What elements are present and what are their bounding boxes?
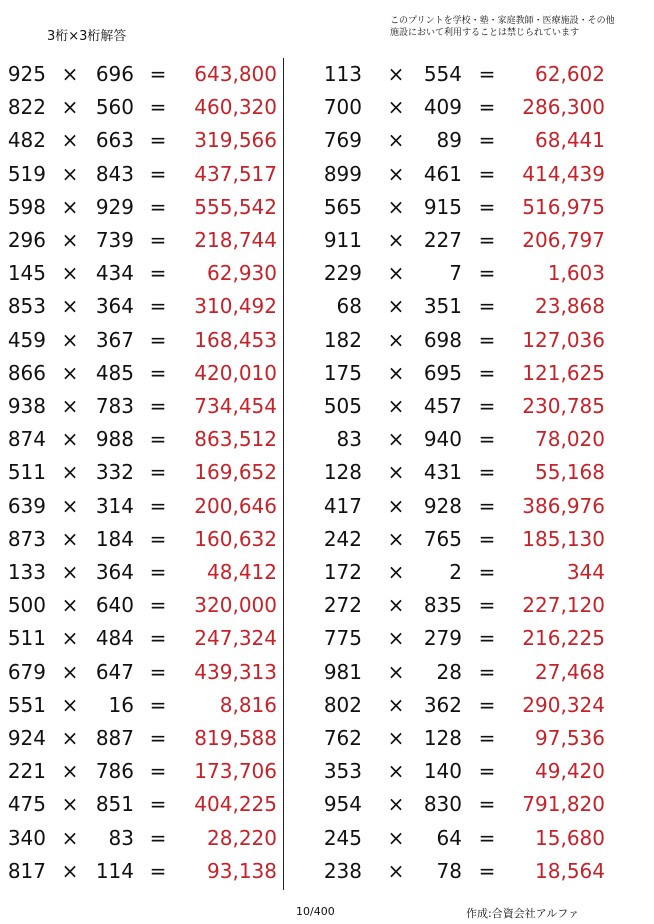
equals-sign: = <box>149 792 167 817</box>
multiplicand: 182 <box>323 327 362 352</box>
multiplicand: 853 <box>7 294 46 319</box>
equals-sign: = <box>149 327 167 352</box>
times-sign: × <box>61 360 79 385</box>
equals-sign: = <box>478 194 496 219</box>
answer: 18,564 <box>535 858 605 883</box>
equals-sign: = <box>478 427 496 452</box>
multiplicand: 296 <box>7 228 46 252</box>
answer: 49,420 <box>535 759 605 784</box>
multiplicand: 551 <box>7 692 46 717</box>
answer: 643,800 <box>194 62 277 86</box>
equals-sign: = <box>478 792 496 817</box>
equals-sign: = <box>149 228 167 252</box>
multiplicand: 221 <box>7 759 46 784</box>
answer: 15,680 <box>535 825 605 850</box>
answer: 555,542 <box>194 194 277 219</box>
answer: 185,130 <box>522 526 605 551</box>
answer: 516,975 <box>522 194 605 219</box>
multiplier: 28 <box>436 659 462 684</box>
multiplier: 351 <box>423 294 462 319</box>
multiplier: 928 <box>423 493 462 518</box>
multiplier: 78 <box>436 858 462 883</box>
times-sign: × <box>387 825 405 850</box>
equals-sign: = <box>478 593 496 618</box>
times-sign: × <box>61 493 79 518</box>
times-sign: × <box>61 327 79 352</box>
multiplicand: 500 <box>7 593 46 618</box>
answer: 404,225 <box>194 792 277 817</box>
equals-sign: = <box>149 858 167 883</box>
equals-sign: = <box>478 825 496 850</box>
multiplicand: 679 <box>7 659 46 684</box>
equals-sign: = <box>478 327 496 352</box>
multiplicand: 519 <box>7 161 46 186</box>
equals-sign: = <box>478 62 496 86</box>
answer: 48,412 <box>207 560 277 584</box>
multiplier: 367 <box>95 327 134 352</box>
equals-sign: = <box>149 261 167 286</box>
times-sign: × <box>61 62 79 86</box>
equals-sign: = <box>478 659 496 684</box>
times-sign: × <box>387 526 405 551</box>
multiplicand: 128 <box>323 460 362 485</box>
answer: 78,020 <box>535 427 605 452</box>
multiplicand: 242 <box>323 526 362 551</box>
equals-sign: = <box>478 294 496 319</box>
times-sign: × <box>61 294 79 319</box>
multiplicand: 511 <box>7 460 46 485</box>
multiplicand: 83 <box>336 427 362 452</box>
multiplier: 851 <box>95 792 134 817</box>
times-sign: × <box>387 692 405 717</box>
equals-sign: = <box>149 759 167 784</box>
times-sign: × <box>387 560 405 584</box>
equals-sign: = <box>149 128 167 153</box>
equals-sign: = <box>149 560 167 584</box>
times-sign: × <box>61 626 79 651</box>
multiplicand: 229 <box>323 261 362 286</box>
equals-sign: = <box>149 194 167 219</box>
multiplicand: 938 <box>7 394 46 418</box>
times-sign: × <box>61 792 79 817</box>
multiplicand: 817 <box>7 858 46 883</box>
answer: 460,320 <box>194 95 277 120</box>
equals-sign: = <box>478 858 496 883</box>
multiplier: 409 <box>423 95 462 120</box>
multiplier: 554 <box>423 62 462 86</box>
multiplier: 783 <box>95 394 134 418</box>
answer: 68,441 <box>535 128 605 153</box>
answer: 27,468 <box>535 659 605 684</box>
equals-sign: = <box>478 526 496 551</box>
multiplier: 765 <box>423 526 462 551</box>
answer: 28,220 <box>207 825 277 850</box>
multiplicand: 113 <box>323 62 362 86</box>
multiplicand: 475 <box>7 792 46 817</box>
times-sign: × <box>61 659 79 684</box>
equals-sign: = <box>478 128 496 153</box>
multiplicand: 598 <box>7 194 46 219</box>
multiplier: 64 <box>436 825 462 850</box>
equals-sign: = <box>149 62 167 86</box>
times-sign: × <box>61 759 79 784</box>
times-sign: × <box>387 460 405 485</box>
multiplicand: 954 <box>323 792 362 817</box>
multiplier: 929 <box>95 194 134 219</box>
answer: 23,868 <box>535 294 605 319</box>
usage-notice-line2: 施設において利用することは禁じられています <box>390 28 580 38</box>
multiplier: 663 <box>95 128 134 153</box>
usage-notice <box>390 15 650 39</box>
equals-sign: = <box>149 825 167 850</box>
multiplier: 332 <box>95 460 134 485</box>
multiplicand: 172 <box>323 560 362 584</box>
multiplier: 786 <box>95 759 134 784</box>
multiplicand: 981 <box>323 659 362 684</box>
answer: 8,816 <box>219 692 277 717</box>
multiplier: 364 <box>95 294 134 319</box>
multiplicand: 565 <box>323 194 362 219</box>
answer: 437,517 <box>194 161 277 186</box>
multiplier: 227 <box>423 228 462 252</box>
times-sign: × <box>61 128 79 153</box>
equals-sign: = <box>149 526 167 551</box>
multiplicand: 505 <box>323 394 362 418</box>
equals-sign: = <box>478 759 496 784</box>
answer: 247,324 <box>194 626 277 651</box>
multiplicand: 911 <box>323 228 362 252</box>
answer: 62,930 <box>207 261 277 286</box>
multiplicand: 511 <box>7 626 46 651</box>
multiplier: 698 <box>423 327 462 352</box>
answer: 439,313 <box>194 659 277 684</box>
answer: 386,976 <box>522 493 605 518</box>
equals-sign: = <box>478 493 496 518</box>
equals-sign: = <box>478 626 496 651</box>
times-sign: × <box>61 858 79 883</box>
multiplier: 83 <box>108 825 134 850</box>
answer: 310,492 <box>194 294 277 319</box>
answer: 121,625 <box>522 360 605 385</box>
times-sign: × <box>387 493 405 518</box>
answer: 200,646 <box>194 493 277 518</box>
answer: 290,324 <box>522 692 605 717</box>
answer: 286,300 <box>522 95 605 120</box>
answer: 218,744 <box>194 228 277 252</box>
multiplier: 16 <box>108 692 134 717</box>
equals-sign: = <box>478 95 496 120</box>
times-sign: × <box>387 593 405 618</box>
equals-sign: = <box>149 593 167 618</box>
multiplicand: 762 <box>323 726 362 750</box>
usage-notice-line1: このプリントを学校・塾・家庭教師・医療施設・その他 <box>390 16 615 26</box>
times-sign: × <box>387 394 405 418</box>
equals-sign: = <box>149 460 167 485</box>
multiplicand: 700 <box>323 95 362 120</box>
times-sign: × <box>387 95 405 120</box>
equals-sign: = <box>478 228 496 252</box>
multiplier: 739 <box>95 228 134 252</box>
times-sign: × <box>61 692 79 717</box>
answer: 173,706 <box>194 759 277 784</box>
multiplicand: 925 <box>7 62 46 86</box>
multiplier: 434 <box>95 261 134 286</box>
answer: 819,588 <box>194 726 277 750</box>
multiplier: 2 <box>449 560 462 584</box>
equals-sign: = <box>149 493 167 518</box>
times-sign: × <box>387 62 405 86</box>
answer: 420,010 <box>194 360 277 385</box>
multiplier: 128 <box>423 726 462 750</box>
multiplier: 7 <box>449 261 462 286</box>
answer: 1,603 <box>547 261 605 286</box>
multiplier: 484 <box>95 626 134 651</box>
answer: 169,652 <box>194 460 277 485</box>
answer: 62,602 <box>535 62 605 86</box>
answer: 227,120 <box>522 593 605 618</box>
answer: 93,138 <box>207 858 277 883</box>
answer: 127,036 <box>522 327 605 352</box>
multiplicand: 133 <box>7 560 46 584</box>
answer: 319,566 <box>194 128 277 153</box>
multiplicand: 924 <box>7 726 46 750</box>
times-sign: × <box>61 394 79 418</box>
multiplier: 314 <box>95 493 134 518</box>
times-sign: × <box>61 593 79 618</box>
times-sign: × <box>61 526 79 551</box>
author-credit: 作成:合資会社アルファ <box>466 907 580 920</box>
equals-sign: = <box>149 360 167 385</box>
equals-sign: = <box>149 427 167 452</box>
multiplicand: 68 <box>336 294 362 319</box>
multiplier: 695 <box>423 360 462 385</box>
multiplicand: 639 <box>7 493 46 518</box>
answer: 791,820 <box>522 792 605 817</box>
answer: 230,785 <box>522 394 605 418</box>
equals-sign: = <box>478 560 496 584</box>
multiplier: 640 <box>95 593 134 618</box>
equals-sign: = <box>478 394 496 418</box>
times-sign: × <box>387 194 405 219</box>
multiplier: 362 <box>423 692 462 717</box>
times-sign: × <box>387 726 405 750</box>
equals-sign: = <box>149 726 167 750</box>
multiplier: 887 <box>95 726 134 750</box>
times-sign: × <box>61 825 79 850</box>
multiplicand: 272 <box>323 593 362 618</box>
worksheet-title: 3桁×3桁解答 <box>47 29 127 44</box>
times-sign: × <box>387 858 405 883</box>
answer: 414,439 <box>522 161 605 186</box>
multiplicand: 899 <box>323 161 362 186</box>
times-sign: × <box>387 659 405 684</box>
multiplier: 843 <box>95 161 134 186</box>
multiplicand: 866 <box>7 360 46 385</box>
multiplicand: 353 <box>323 759 362 784</box>
equals-sign: = <box>149 394 167 418</box>
multiplicand: 775 <box>323 626 362 651</box>
column-divider <box>283 58 284 890</box>
multiplicand: 874 <box>7 427 46 452</box>
equals-sign: = <box>478 360 496 385</box>
times-sign: × <box>387 792 405 817</box>
page-number: 10/400 <box>296 905 335 918</box>
answer: 97,536 <box>535 726 605 750</box>
answer: 344 <box>566 560 605 584</box>
multiplicand: 873 <box>7 526 46 551</box>
answer: 206,797 <box>522 228 605 252</box>
times-sign: × <box>61 228 79 252</box>
multiplier: 431 <box>423 460 462 485</box>
times-sign: × <box>61 194 79 219</box>
times-sign: × <box>387 759 405 784</box>
equals-sign: = <box>149 659 167 684</box>
multiplicand: 802 <box>323 692 362 717</box>
multiplier: 830 <box>423 792 462 817</box>
times-sign: × <box>387 327 405 352</box>
times-sign: × <box>387 626 405 651</box>
answer: 55,168 <box>535 460 605 485</box>
equals-sign: = <box>478 692 496 717</box>
times-sign: × <box>61 261 79 286</box>
equals-sign: = <box>149 161 167 186</box>
multiplicand: 459 <box>7 327 46 352</box>
multiplier: 915 <box>423 194 462 219</box>
times-sign: × <box>387 294 405 319</box>
multiplicand: 417 <box>323 493 362 518</box>
answer: 160,632 <box>194 526 277 551</box>
equals-sign: = <box>149 626 167 651</box>
multiplier: 560 <box>95 95 134 120</box>
multiplier: 835 <box>423 593 462 618</box>
times-sign: × <box>61 560 79 584</box>
times-sign: × <box>387 228 405 252</box>
multiplicand: 822 <box>7 95 46 120</box>
times-sign: × <box>387 161 405 186</box>
multiplier: 184 <box>95 526 134 551</box>
answer: 863,512 <box>194 427 277 452</box>
answer: 216,225 <box>522 626 605 651</box>
times-sign: × <box>387 427 405 452</box>
multiplicand: 245 <box>323 825 362 850</box>
equals-sign: = <box>478 726 496 750</box>
multiplier: 364 <box>95 560 134 584</box>
multiplicand: 482 <box>7 128 46 153</box>
times-sign: × <box>387 261 405 286</box>
multiplicand: 238 <box>323 858 362 883</box>
multiplier: 988 <box>95 427 134 452</box>
equals-sign: = <box>478 161 496 186</box>
multiplier: 457 <box>423 394 462 418</box>
times-sign: × <box>61 427 79 452</box>
times-sign: × <box>387 128 405 153</box>
times-sign: × <box>61 161 79 186</box>
answer: 734,454 <box>194 394 277 418</box>
equals-sign: = <box>149 294 167 319</box>
equals-sign: = <box>478 261 496 286</box>
multiplier: 461 <box>423 161 462 186</box>
multiplier: 940 <box>423 427 462 452</box>
times-sign: × <box>387 360 405 385</box>
equals-sign: = <box>149 95 167 120</box>
times-sign: × <box>61 460 79 485</box>
multiplier: 485 <box>95 360 134 385</box>
times-sign: × <box>61 95 79 120</box>
multiplicand: 769 <box>323 128 362 153</box>
multiplier: 114 <box>95 858 134 883</box>
multiplier: 696 <box>95 62 134 86</box>
multiplicand: 340 <box>7 825 46 850</box>
multiplier: 647 <box>95 659 134 684</box>
multiplier: 89 <box>436 128 462 153</box>
answer: 320,000 <box>194 593 277 618</box>
answer: 168,453 <box>194 327 277 352</box>
equals-sign: = <box>149 692 167 717</box>
multiplicand: 145 <box>7 261 46 286</box>
times-sign: × <box>61 726 79 750</box>
multiplicand: 175 <box>323 360 362 385</box>
equals-sign: = <box>478 460 496 485</box>
multiplier: 140 <box>423 759 462 784</box>
multiplier: 279 <box>423 626 462 651</box>
